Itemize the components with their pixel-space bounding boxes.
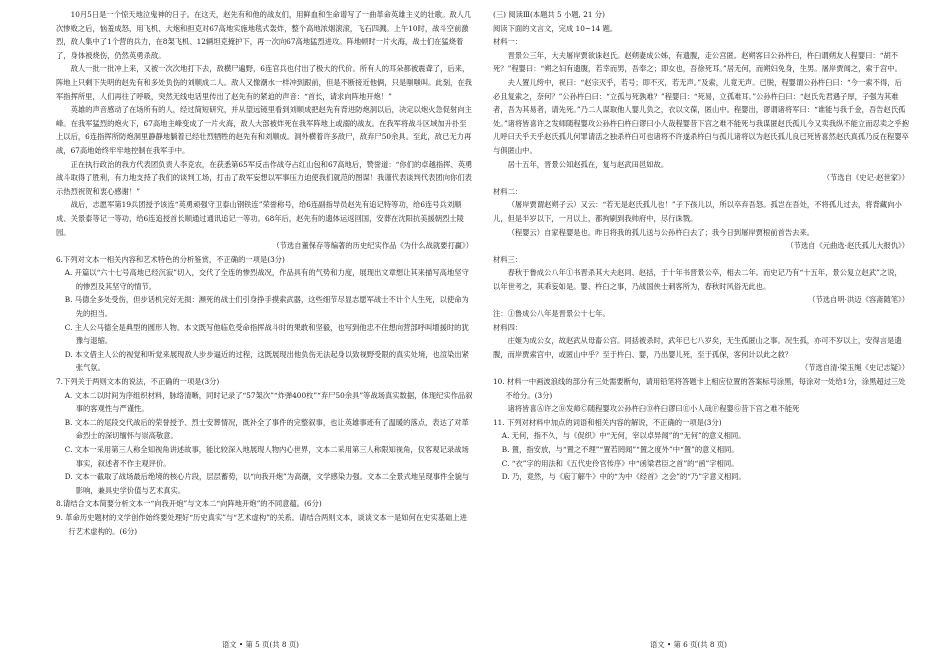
q6-option-b: B. 马德全多处受伤，但步话机完好无损：濒死的战士们引身挣手摸索武器，这些细节尽显志愿军战士不计个人生死，以使命为先的担当。 xyxy=(64,295,469,319)
q10-sentence: 诸将皆喜Ⓐ许之Ⓑ发师Ⓒ随程婴攻公孙杵臼Ⓓ杵臼谬曰Ⓔ小人哉Ⓕ程婴Ⓖ昔下宫之难不能死 xyxy=(507,404,800,414)
essay xyxy=(56,8,473,253)
material-2-label: 材料二： xyxy=(493,186,523,196)
essay-paragraph: 战后，志愿军第19兵团授予该连“英勇顽强守卫泰山钢铁连”荣誉称号，给6连副指导员赵先有追记特等功，给6连号兵刘顺成、关景泰等记一等功，给6连追授首长顺通过通讯追记一等功。68年后，赵先有的遗体运返回国，安葬在沈阳抗美援朝烈士陵园。 xyxy=(56,200,464,237)
essay-paragraph: 英雄的声音感动了在场所有的人，经过简短研究，并从望远镜里看到刘顺成把赵先有背进防炮洞以后，决定以炮火急促射向主峰。在我军猛烈的炮火下，67高地主峰变成了一片火海，敌人大部被炸死在我军阵地上或溺的战友。在我军将战斗区域加升扑至上以后，6连指挥所防炮洞里静静地躺着已经壮烈牺牲的赵先有和刘顺成。洞外横着许多敌尸，敌弃尸50余具。至此，敌已无力再战，67高地始终牢牢地控制在我军手中。 xyxy=(56,105,472,155)
q11-option-d: D. 乃，竟然，与《庖丁解牛》中的“为中《经首》之会”的“乃”字意义相同。 xyxy=(501,472,746,482)
material-1-paragraph: 夫人置儿绔中，祝曰：“赵宗灭乎，若号；即不灭，若无声。”及索，儿竟无声。已脱，程婴谓公孙杵臼曰：“今一索不得，后必且复索之，奈何？”公孙杵臼曰：“立孤与死孰难？”程婴曰：“死易，立孤难耳。”公孙杵臼曰：“赵氏先君遇子厚，子强为其难者，吾为其易者，请先死。”乃二人谋取他人婴儿负之，衣以文葆，匿山中。程婴出，谬谓诸将军曰：“谁能与我千金，吾告赵氏孤处。”诸将皆喜许之发师随程婴攻公孙杵臼杵臼谬曰小人哉程婴昔下宫之难不能死与我谋匿赵氏孤儿今又卖我纵不能立而忍卖之乎抱儿呼曰天乎天乎赵氏孤儿何罪请活之独杀杵臼可也诸将不许遂杀杵臼与孤儿诸将以为赵氏孤儿良已死皆喜然赵氏真孤乃反在程婴卒与俱匿山中。 xyxy=(493,77,909,155)
essay-paragraph: 敌人一批一批冲上来，又被一次次地打下去，敌横尸遍野，6连官兵也付出了极大的代价。所有人的耳朵都被震聋了，后来，阵地上只剩下失明的赵先有和多处负伤的刘顺成二人。敌人又像潮水一样冲到跟前，但是不断接近他俩，只是嗤嗤叫。此刻，在我军指挥所里，人们再往了呼吸，突然无线电话里传出了赵先有的紧迫的声音：“首长，请求向阵地开炮！” xyxy=(56,64,472,101)
q7-option-d: D. 文本一截取了战场最后绝境的核心片段，层层蓄势，以“向我开炮”为高潮，文学感染力强。文本二全景式地呈现事件全貌与影响，兼具史学价值与艺术真实。 xyxy=(64,472,470,495)
question-9: 9. 革命历史题材的文学创作始终要处理好“历史真实”与“艺术虚构”的关系。请结合两则文本，谈谈文本一是如何在史实基础上进行艺术虚构的。(6分) xyxy=(56,512,467,536)
q6-option-d: D. 本文借主人公的视觉和听觉来展现敌人步步逼近的过程，这既展现出他负伤无法起身以致视野受限的真实处境，也渲染出紧张气氛。 xyxy=(64,349,470,373)
material-3-label: 材料三： xyxy=(493,254,523,264)
footnote: 注：①鲁成公八年是晋景公十七年。 xyxy=(493,309,610,319)
page-5-footer: 语文 • 第 5 页(共 8 页) xyxy=(222,640,299,649)
page-5 xyxy=(56,8,473,538)
material-4-source: （节选自清·梁玉绳《史记志疑》） xyxy=(800,363,909,373)
material-4-paragraph: 庄姬为成公女，故赵武从母畜公宫。同括被杀时，武年已七八岁矣，无生孤匿山之事。况生孤，亦可不岁以上，安得言是遗腹，而岸贾索宫中，或匿山中乎？至于杵臼、婴，乃出婴儿死，至于孤保，客何计以此之救？ xyxy=(493,336,902,359)
question-7: 7.下列关于两则文本的说法，不正确的一项是(3分) xyxy=(56,377,220,387)
question-10: 10. 材料一中画波浪线的部分有三处需要断句，请用铅笔将答题卡上相应位置的答案标号涂黑，每涂对一处给1分，涂黑超过三处不给分。(3分) xyxy=(493,377,906,400)
section-title: (三) 阅读Ⅲ(本题共 5 小题, 21 分) xyxy=(493,10,605,19)
q6-option-a: A. 开篇以“六十七号高地已经沉寂”切入，交代了全连的惨烈战况，作品具有的气势和力度，展现出文章想让其来描写高地坚守的惨烈及其坚守的情节。 xyxy=(64,268,469,291)
essay-source: （节选自董保存等编著的历史纪实作品《为什么战就要打赢》） xyxy=(272,241,473,251)
material-2-paragraph: （程婴云）自家程婴是也。昨日将我的孤儿送与公孙杵臼去了；我今日到屠岸贾根前首告去来。 xyxy=(507,227,815,237)
material-1-paragraph: 晋景公三年，大夫屠岸贾欲诛赵氏。赵朔妻成公姊，有遗腹，走公宫匿。赵朔客曰公孙杵臼，杵臼谓朔友人程婴曰：“胡不死？”程婴曰：“朔之妇有遗腹，若幸而男，吾奉之；即女也，吾徐死耳。”居无何，而朔妇免身，生男。屠岸贾闻之，索于宫中。 xyxy=(493,50,902,74)
q6-option-c: C. 主人公马德全是典型的圆形人物。本文既写他临危受命指挥战斗时的果敢和坚毅，也写到他忠不住想向营部呼叫增援时的犹豫与退缩。 xyxy=(64,322,469,346)
material-2-source: （节选自《元曲选·赵氏孤儿大报仇》） xyxy=(786,241,909,251)
q11-option-c: C. “衣”字的用法和《五代史伶官传序》中“函梁君臣之首”的“函”字相同。 xyxy=(501,458,739,468)
q7-option-a: A. 文本二以时间为序组织材料，脉络清晰，同时记录了“57架次”“炸弹400枚”“弃尸50余具”等战场真实数据，体现纪实作品叙事的客观性与严谨性。 xyxy=(64,390,473,414)
q7-option-c: C. 文本一采用第三人称全知视角讲述故事，能比较深入地展现人物内心世界，文本二采用第三人称限知视角，仅客观记录战场事实，叙述者不作主观评价。 xyxy=(64,445,469,468)
essay-paragraph: 正在执行政治的我方代表团负责人李克农，在获悉第65军反击作战夺占红山包和67高地后，赞誉道：“你们的卓越指挥、英勇战斗取得了胜利，有力地支持了我们的谈判工场，打击了敌军妄想以军事压力迫使我们就范的图谋！我谨代表谈判代表团向你们表示热烈祝贺和衷心感谢！” xyxy=(56,159,473,196)
page-6 xyxy=(493,8,909,484)
question-6: 6.下列对文本一相关内容和艺术特色的分析鉴赏，不正确的一项是(3分) xyxy=(56,254,285,264)
material-1-label: 材料一： xyxy=(493,37,523,47)
question-11: 11. 下列对材料中加点的词语和相关内容的解说，不正确的一项是(3分) xyxy=(493,417,722,427)
q7-option-b: B. 文本二的尾段交代战后的荣誉授予、烈士安葬情况，既补全了事件的完整叙事，也让英雄事迹有了温暖的落点，表达了对革命烈士的深切缅怀与崇高敬意。 xyxy=(64,417,469,441)
material-2-paragraph: （屠岸贾谓赵朔子云）又云：“若无是赵氏孤儿也！”子下孩儿以，所以卒弃吾怒。孤岂在吾处，不将孤儿过去，将背藏向小儿，但是半岁以下，一月以上，都拘刷到我帅府中，尽行诛戮。 xyxy=(493,200,902,223)
essay-paragraph: 10月5日是一个惊天地泣鬼神的日子。在这天，赵先有和他的战友们，用鲜血和生命谱写了一曲革命英雄主义的壮歌。敌人几次惨败之后，恼羞成怒，用飞机、大炮和担克对67高地实施地毯式轰炸，整个高地浓烟滚滚，飞石四溅。上午10时，战斗空前激烈，敌人集中了1个营的兵力，在8架飞机、12辆坦克掩护下，再一次向67高地猛烈进攻。阵地顿时一片火海，战士们在猛烧着了，身体被烧伤，仍然英勇杀敌。 xyxy=(56,10,472,60)
material-3-source: （节选自明·洪迈《容斋随笔》） xyxy=(808,295,909,305)
q11-option-b: B. 置，指安放，与“置之不理”“置若罔闻”“置之度外”中“置”的意义相同。 xyxy=(501,445,739,454)
material-1-paragraph: 居十五年，晋景公知赵孤在，复与赵武田邑如故。 xyxy=(507,159,669,169)
q11-option-a: A. 无何，指不久，与《促织》中“无何，宰以卓异闻”的“无何”的意义相同。 xyxy=(501,431,746,441)
material-3-paragraph: 春秋于鲁成公八年①书晋杀其大夫赵同、赵括，于十年书晋景公卒，相去二年。而史记乃有“十五年，景公复立赵武”之说，以年世考之，其乖妄如是。婴、杵臼之事，乃战国侠士刺客所为，春秋时风俗无此也。 xyxy=(493,268,902,291)
question-8: 8.请结合文本简要分析文本一“向我开炮”与文本二“向阵地开炮”的不同意蕴。(6分) xyxy=(56,499,322,509)
instruction: 阅读下面的文言文，完成 10~14 题。 xyxy=(493,23,618,33)
material-4-label: 材料四： xyxy=(493,322,523,332)
page-6-footer: 语文 • 第 6 页(共 8 页) xyxy=(650,640,727,649)
material-1-source: （节选自《史记·赵世家》） xyxy=(822,173,909,183)
